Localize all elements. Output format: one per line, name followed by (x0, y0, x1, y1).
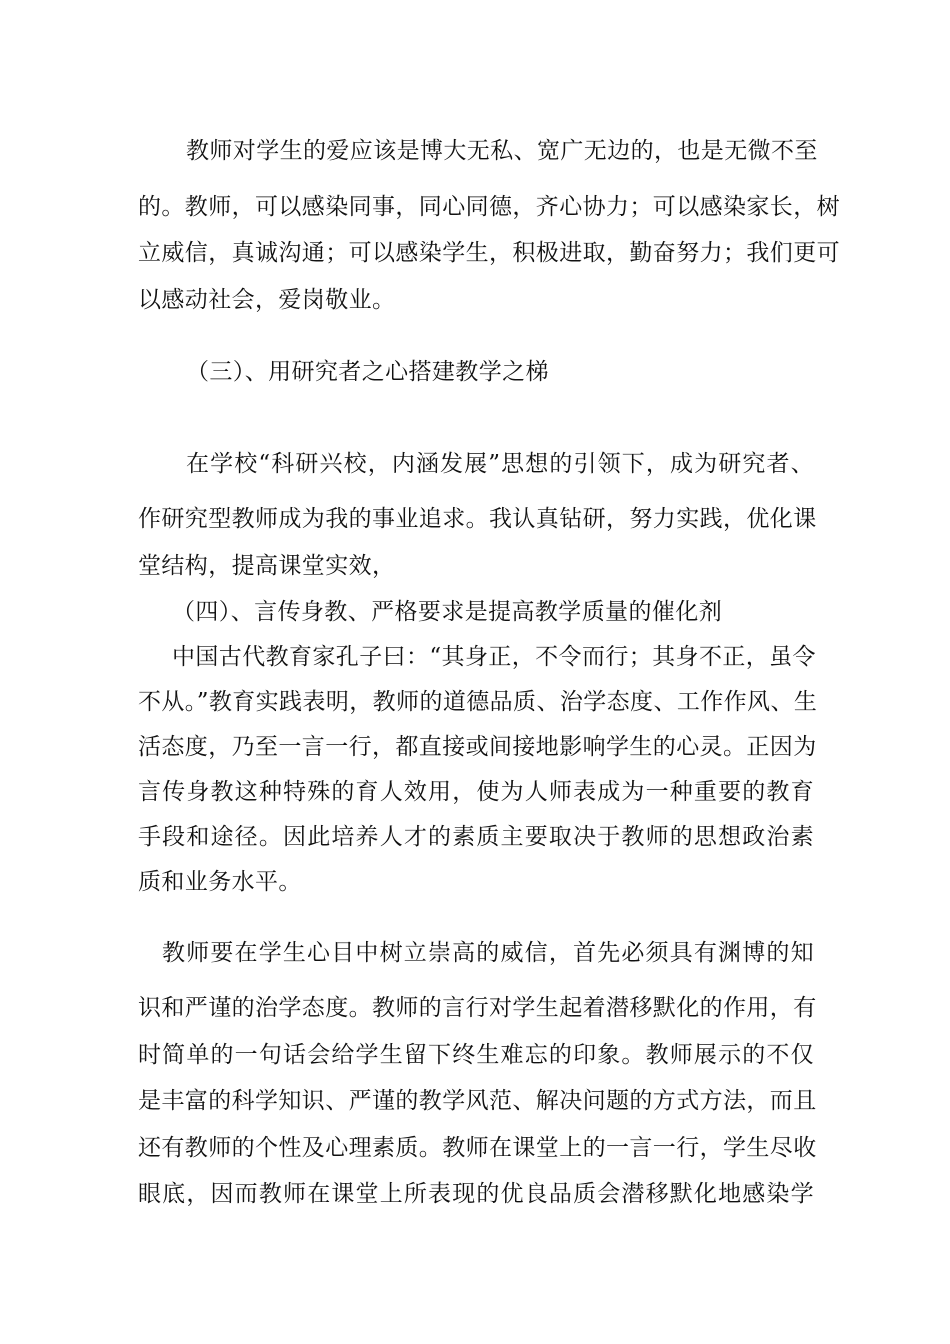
text-line: 堂结构，提高课堂实效， (138, 553, 396, 579)
text-line: 还有教师的个性及心理素质。教师在课堂上的一言一行，学生尽收 (138, 1135, 817, 1161)
section-heading: （三）、用研究者之心搭建教学之梯 (186, 359, 549, 385)
text-line: 活态度，乃至一言一行，都直接或间接地影响学生的心灵。正因为 (138, 734, 817, 760)
text-line: 眼底，因而教师在课堂上所表现的优良品质会潜移默化地感染学 (138, 1181, 814, 1207)
text-line: 教师要在学生心目中树立崇高的威信，首先必须具有渊博的知 (162, 940, 814, 966)
text-line: 立威信，真诚沟通；可以感染学生，积极进取，勤奋努力；我们更可 (138, 240, 840, 266)
text-line: 教师对学生的爱应该是博大无私、宽广无边的，也是无微不至 (186, 138, 818, 164)
text-line: 是丰富的科学知识、严谨的教学风范、解决问题的方式方法，而且 (138, 1088, 817, 1114)
text-line: 言传身教这种特殊的育人效用，使为人师表成为一种重要的教育 (138, 779, 814, 805)
text-line: 手段和途径。因此培养人才的素质主要取决于教师的思想政治素 (138, 824, 814, 850)
text-line: 中国古代教育家孔子曰：“其身正，不令而行；其身不正，虽令 (172, 644, 816, 670)
text-line: 质和业务水平。 (138, 869, 302, 895)
text-line: 的。教师，可以感染同事，同心同德，齐心协力；可以感染家长，树 (138, 194, 840, 220)
text-line: 作研究型教师成为我的事业追求。我认真钻研，努力实践，优化课 (138, 506, 817, 532)
text-line: 时简单的一句话会给学生留下终生难忘的印象。教师展示的不仅 (138, 1042, 814, 1068)
text-line: 在学校“科研兴校，内涵发展”思想的引领下，成为研究者、 (186, 451, 814, 477)
text-line: 以感动社会，爱岗敬业。 (138, 287, 396, 313)
text-line: 识和严谨的治学态度。教师的言行对学生起着潜移默化的作用，有 (138, 995, 817, 1021)
text-line: 不从。”教育实践表明，教师的道德品质、治学态度、工作作风、生 (138, 689, 818, 715)
section-heading: （四）、言传身教、严格要求是提高教学质量的催化剂 (172, 599, 723, 625)
